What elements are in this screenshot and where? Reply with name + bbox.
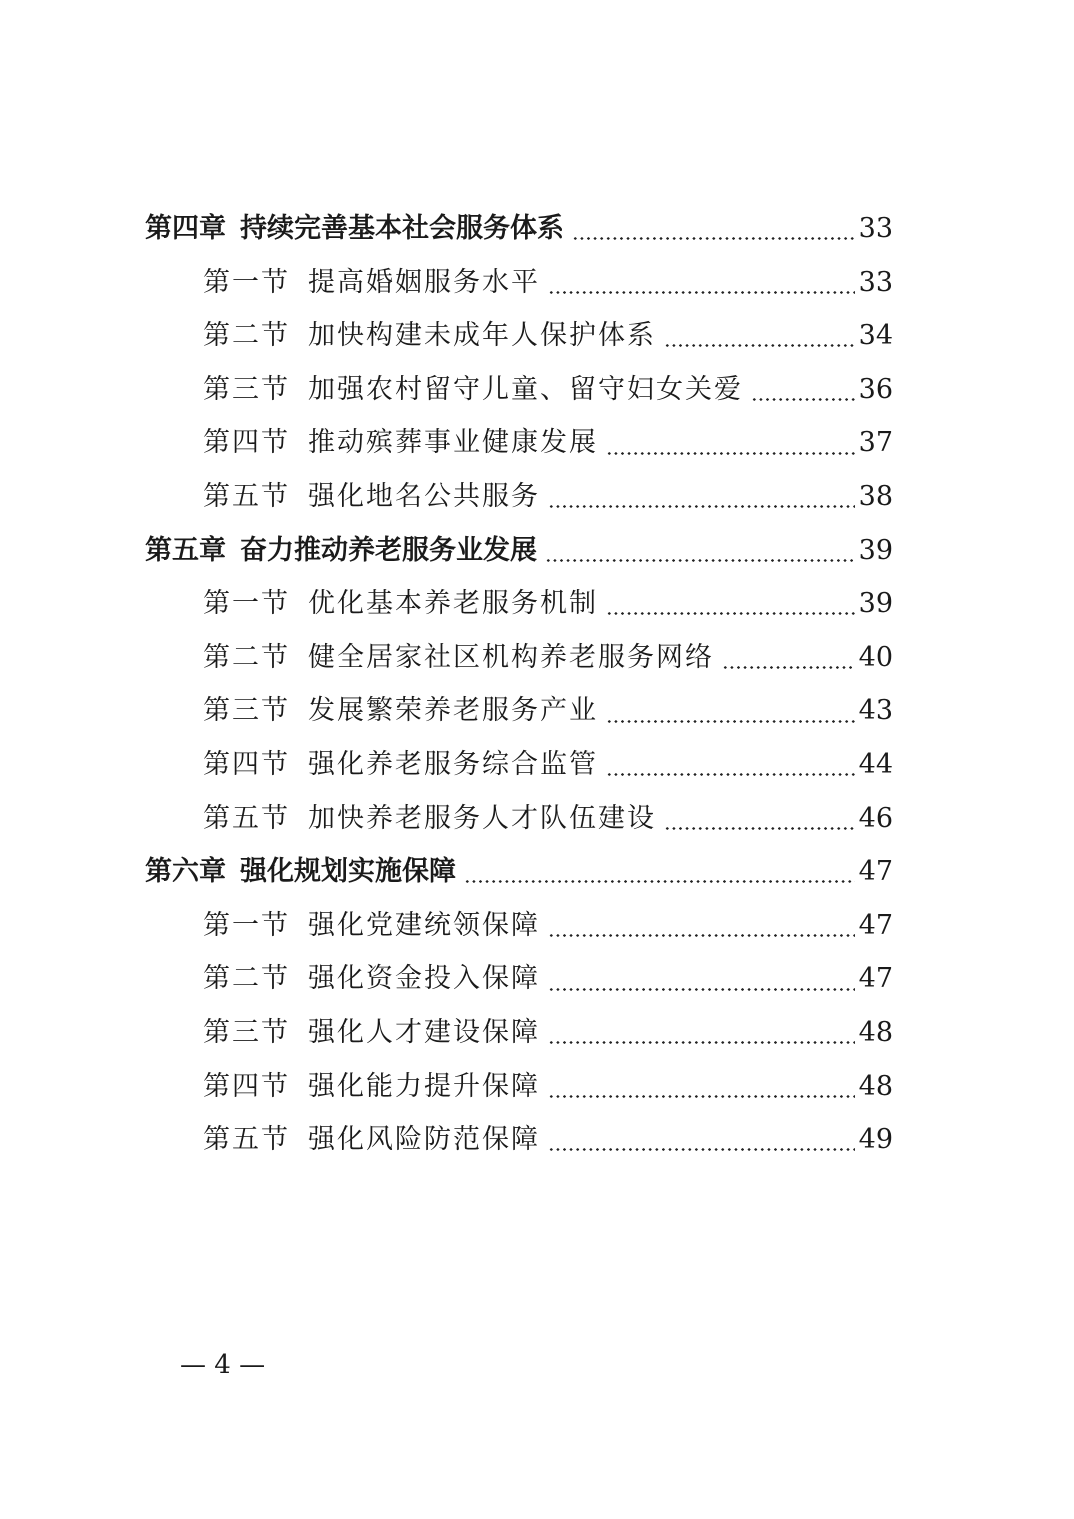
toc-dot-leader [548,988,855,991]
toc-section-entry[interactable] [145,738,893,792]
toc-entry-label [203,899,540,953]
toc-entry-page-number: 40 [858,641,893,673]
toc-dot-leader [751,398,855,401]
toc-entry-number: 第一节 [203,266,290,298]
toc-entry-number: 第四节 [203,1070,290,1102]
toc-entry-page-number: 36 [858,373,893,405]
toc-entry-label [145,845,456,899]
toc-section-entry[interactable] [145,1113,893,1167]
toc-dot-leader [572,237,855,240]
toc-chapter-entry[interactable] [145,845,893,899]
toc-dot-leader [664,344,855,347]
toc-section-entry[interactable] [145,792,893,846]
toc-entry-title: 强化人才建设保障 [308,1016,540,1048]
toc-entry-title: 推动殡葬事业健康发展 [308,427,598,459]
toc-entry-number: 第三节 [203,695,290,727]
toc-entry-label [203,684,598,738]
toc-entry-page-number: 47 [858,963,893,995]
toc-entry-title: 强化养老服务综合监管 [308,748,598,780]
toc-section-entry[interactable] [145,309,893,363]
toc-entry-number: 第二节 [203,641,290,673]
toc-entry-number: 第六章 [145,856,226,888]
toc-entry-title: 加快养老服务人才队伍建设 [308,802,656,834]
toc-entry-page-number: 49 [858,1124,893,1156]
toc-entry-page-number: 39 [858,588,893,620]
toc-entry-page-number: 47 [858,856,893,888]
toc-entry-page-number: 39 [858,534,893,566]
toc-entry-page-number: 46 [858,802,893,834]
toc-entry-title: 强化资金投入保障 [308,963,540,995]
toc-entry-title: 健全居家社区机构养老服务网络 [308,641,714,673]
toc-entry-number: 第四节 [203,427,290,459]
toc-dot-leader [548,1095,855,1098]
toc-dot-leader [548,934,855,937]
toc-section-entry[interactable] [145,1060,893,1114]
toc-entry-title: 发展繁荣养老服务产业 [308,695,598,727]
toc-entry-number: 第五节 [203,480,290,512]
toc-entry-label [203,792,656,846]
toc-section-entry[interactable] [145,416,893,470]
toc-entry-number: 第一节 [203,588,290,620]
toc-entry-label [203,363,743,417]
toc-entry-number: 第二节 [203,320,290,352]
toc-entry-page-number: 48 [858,1070,893,1102]
toc-chapter-entry[interactable] [145,202,893,256]
toc-entry-page-number: 37 [858,427,893,459]
toc-entry-page-number: 43 [858,695,893,727]
toc-dot-leader [722,666,855,669]
toc-section-entry[interactable] [145,363,893,417]
toc-entry-page-number: 48 [858,1016,893,1048]
toc-entry-label [203,256,540,310]
toc-dot-leader [548,1041,855,1044]
toc-entry-title: 强化党建统领保障 [308,909,540,941]
toc-dot-leader [548,505,855,508]
toc-entry-label [203,1006,540,1060]
toc-entry-title: 强化规划实施保障 [240,856,456,888]
toc-dot-leader [606,612,855,615]
toc-section-entry[interactable] [145,631,893,685]
toc-entry-page-number: 47 [858,909,893,941]
toc-entry-label [145,524,537,578]
toc-dot-leader [545,559,855,562]
toc-entry-number: 第五节 [203,802,290,834]
toc-entry-page-number: 34 [858,320,893,352]
toc-entry-title: 提高婚姻服务水平 [308,266,540,298]
toc-entry-page-number: 33 [858,266,893,298]
toc-entry-number: 第五章 [145,534,226,566]
toc-entry-page-number: 38 [858,480,893,512]
toc-entry-number: 第三节 [203,1016,290,1048]
toc-entry-label [203,631,714,685]
toc-entry-title: 加快构建未成年人保护体系 [308,320,656,352]
toc-section-entry[interactable] [145,577,893,631]
toc-entry-number: 第四节 [203,748,290,780]
toc-dot-leader [606,720,855,723]
toc-section-entry[interactable] [145,684,893,738]
toc-entry-number: 第五节 [203,1124,290,1156]
toc-entry-label [203,309,656,363]
toc-entry-label [203,577,598,631]
toc-entry-number: 第一节 [203,909,290,941]
toc-entry-label [203,1060,540,1114]
toc-chapter-entry[interactable] [145,524,893,578]
toc-dot-leader [464,880,855,883]
toc-section-entry[interactable] [145,952,893,1006]
toc-dot-leader [606,452,855,455]
toc-section-entry[interactable] [145,470,893,524]
toc-entry-label [203,1113,540,1167]
toc-entry-title: 强化风险防范保障 [308,1124,540,1156]
toc-entry-label [203,738,598,792]
toc-section-entry[interactable] [145,1006,893,1060]
toc-entry-label [203,416,598,470]
toc-entry-title: 加强农村留守儿童、留守妇女关爱 [308,373,743,405]
toc-entry-number: 第三节 [203,373,290,405]
toc-entry-title: 强化地名公共服务 [308,480,540,512]
toc-entry-title: 持续完善基本社会服务体系 [240,213,564,244]
toc-entry-title: 奋力推动养老服务业发展 [240,534,537,566]
toc-entry-title: 强化能力提升保障 [308,1070,540,1102]
toc-entry-page-number: 33 [858,213,893,244]
toc-entry-label [203,952,540,1006]
toc-entry-number: 第二节 [203,963,290,995]
toc-dot-leader [548,291,855,294]
toc-dot-leader [664,827,855,830]
toc-entry-label [203,470,540,524]
toc-entry-page-number: 44 [858,748,893,780]
table-of-contents [145,202,893,1167]
toc-dot-leader [606,773,855,776]
toc-entry-title: 优化基本养老服务机制 [308,588,598,620]
toc-dot-leader [548,1148,855,1151]
toc-section-entry[interactable] [145,899,893,953]
page-number-footer: — 4 — [180,1350,266,1380]
toc-section-entry[interactable] [145,256,893,310]
toc-entry-number: 第四章 [145,213,226,244]
toc-entry-label [145,202,564,256]
